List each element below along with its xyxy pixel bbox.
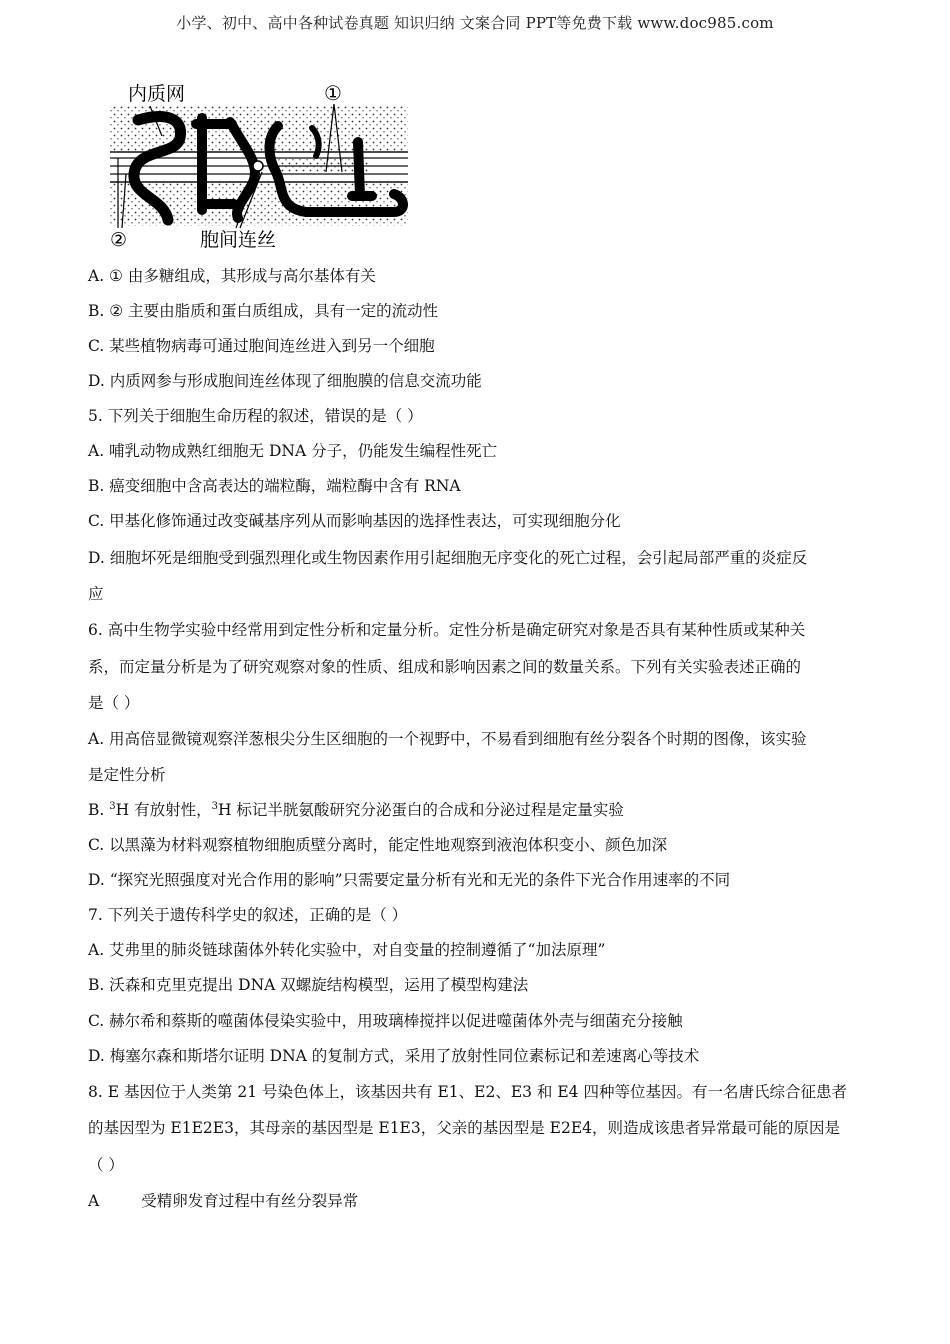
q7-option-d: D. 梅塞尔森和斯塔尔证明 DNA 的复制方式，采用了放射性同位素标记和差速离心等技术 (88, 1047, 700, 1065)
q7-stem: 7. 下列关于遗传科学史的叙述，正确的是（ ） (88, 906, 408, 924)
q6-option-a-line1: A. 用高倍显微镜观察洋葱根尖分生区细胞的一个视野中，不易看到细胞有丝分裂各个时期的图像，该实验 (88, 730, 807, 748)
label-1: ① (324, 81, 342, 105)
q7-option-c: C. 赫尔希和蔡斯的噬菌体侵染实验中，用玻璃棒搅拌以促进噬菌体外壳与细菌充分接触 (88, 1012, 683, 1030)
plasmodesmata-figure (106, 78, 412, 250)
q8a-text: 受精卵发育过程中有丝分裂异常 (141, 1192, 359, 1210)
q6b-sup2: 3 (211, 801, 218, 812)
q8-stem-line3: （ ） (88, 1156, 124, 1174)
q6-stem-line2: 系，而定量分析是为了研究观察对象的性质、组成和影响因素之间的数量关系。下列有关实验表述正确的 (88, 658, 802, 676)
q6b-sup1: 3 (109, 801, 116, 812)
q5-option-c: C. 甲基化修饰通过改变碱基序列从而影响基因的选择性表达，可实现细胞分化 (88, 512, 621, 530)
q8-stem-line2: 的基因型为 E1E2E3，其母亲的基因型是 E1E3，父亲的基因型是 E2E4，则造成该患者异常最可能的原因是 (88, 1119, 841, 1137)
q5-stem: 5. 下列关于细胞生命历程的叙述，错误的是（ ） (88, 407, 423, 425)
q6-option-c: C. 以黑藻为材料观察植物细胞质壁分离时，能定性地观察到液泡体积变小、颜色加深 (88, 836, 668, 854)
q6b-rest: H 标记半胱氨酸研究分泌蛋白的合成和分泌过程是定量实验 (217, 801, 624, 819)
q4-option-a: A. ① 由多糖组成，其形成与高尔基体有关 (88, 267, 376, 285)
q5-option-a: A. 哺乳动物成熟红细胞无 DNA 分子，仍能发生编程性死亡 (88, 442, 498, 460)
q6b-prefix: B. (88, 801, 110, 819)
q6-stem-line3: 是（ ） (88, 694, 140, 712)
q4-option-b: B. ② 主要由脂质和蛋白质组成，具有一定的流动性 (88, 302, 439, 320)
q6-stem-line1: 6. 高中生物学实验中经常用到定性分析和定量分析。定性分析是确定研究对象是否具有某种性质或某种关 (88, 621, 806, 639)
q7-option-b: B. 沃森和克里克提出 DNA 双螺旋结构模型，运用了模型构建法 (88, 976, 529, 994)
q6b-mid: H 有放射性， (115, 801, 212, 819)
label-plasmodesma: 胞间连丝 (200, 229, 277, 250)
q6-option-a-line2: 是定性分析 (88, 766, 166, 784)
q6-option-b (88, 800, 624, 820)
q5-option-d-line2: 应 (88, 585, 104, 603)
label-er: 内质网 (128, 83, 186, 105)
q7-option-a: A. 艾弗里的肺炎链球菌体外转化实验中，对自变量的控制遵循了“加法原理” (88, 941, 606, 959)
q8-option-a (88, 1191, 358, 1211)
q5-option-d-line1: D. 细胞坏死是细胞受到强烈理化或生物因素作用引起细胞无序变化的死亡过程，会引起局部严重的炎症反 (88, 549, 808, 567)
label-2: ② (110, 229, 128, 250)
q5-option-b: B. 癌变细胞中含高表达的端粒酶，端粒酶中含有 RNA (88, 477, 461, 495)
q8-stem-line1: 8. E 基因位于人类第 21 号染色体上，该基因共有 E1、E2、E3 和 E4 四种等位基因。有一名唐氏综合征患者 (88, 1083, 847, 1101)
q6-option-d: D. “探究光照强度对光合作用的影响”只需要定量分析有光和无光的条件下光合作用速率的不同 (88, 871, 731, 889)
q4-option-c: C. 某些植物病毒可通过胞间连丝进入到另一个细胞 (88, 337, 435, 355)
q8a-letter: A (88, 1192, 100, 1210)
q4-option-d: D. 内质网参与形成胞间连丝体现了细胞膜的信息交流功能 (88, 372, 482, 390)
page-header: 小学、初中、高中各种试卷真题 知识归纳 文案合同 PPT等免费下载 www.doc985.com (176, 14, 774, 32)
